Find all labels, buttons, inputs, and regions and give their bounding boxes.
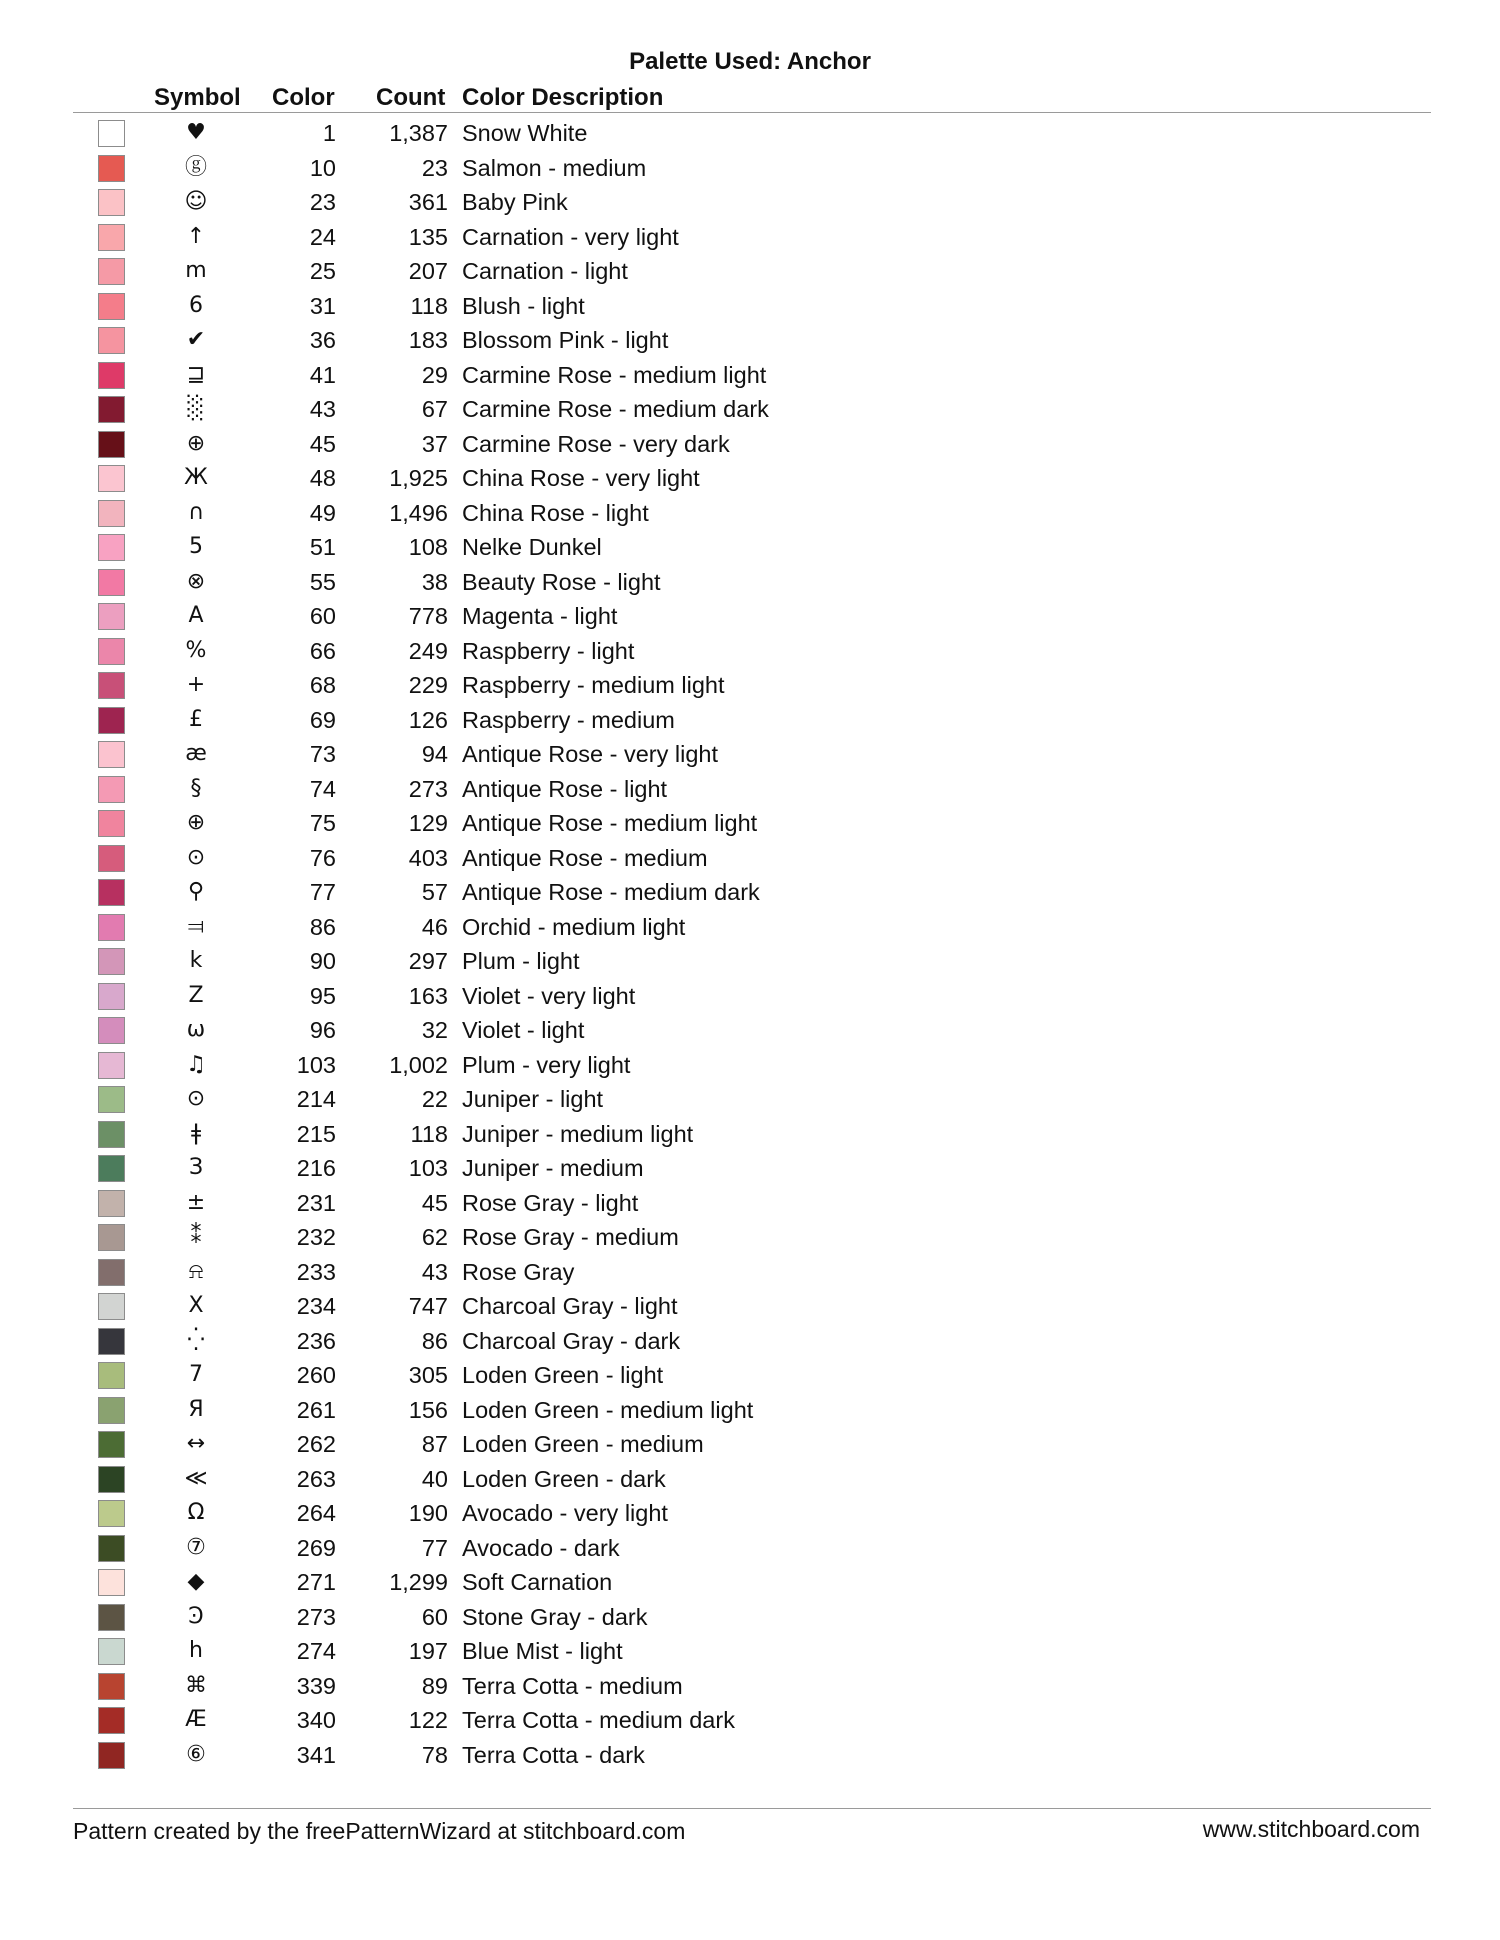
symbol-glyph: £ [189, 706, 203, 732]
color-swatch [98, 224, 125, 251]
table-row [0, 634, 1500, 669]
stitch-count: 40 [421, 1465, 448, 1492]
symbol-glyph: k [189, 948, 203, 973]
stitch-count: 60 [421, 1603, 448, 1630]
table-row [0, 289, 1500, 324]
color-swatch [98, 879, 125, 906]
color-description: Avocado - dark [462, 1534, 620, 1561]
color-swatch [98, 327, 125, 354]
color-swatch [98, 465, 125, 492]
color-description: Terra Cotta - medium dark [462, 1707, 735, 1733]
symbol-glyph: ⁛ [187, 1327, 205, 1353]
color-swatch [98, 983, 125, 1010]
stitch-count: 361 [408, 189, 448, 215]
stitch-count: 197 [408, 1638, 448, 1664]
count-column-header: Count [376, 84, 446, 111]
table-row [0, 668, 1500, 703]
color-description: Rose Gray - medium [462, 1224, 679, 1250]
table-row [0, 772, 1500, 807]
color-description: Terra Cotta - medium [462, 1672, 683, 1699]
color-swatch [98, 672, 125, 699]
color-number: 261 [296, 1396, 336, 1423]
color-swatch [98, 1086, 125, 1113]
color-number: 236 [296, 1327, 336, 1354]
color-number: 73 [309, 741, 336, 767]
color-swatch [98, 1017, 125, 1044]
color-swatch [98, 1224, 125, 1251]
color-swatch [98, 1121, 125, 1148]
color-number: 262 [296, 1431, 336, 1457]
table-row [0, 151, 1500, 186]
table-row [0, 565, 1500, 600]
color-swatch [98, 500, 125, 527]
table-row [0, 427, 1500, 462]
symbol-glyph: ⊙ [186, 844, 206, 870]
symbol-glyph: Ж [184, 465, 208, 490]
table-row [0, 1117, 1500, 1152]
symbol-glyph: Z [188, 982, 204, 1008]
symbol-glyph: ⓖ [184, 154, 207, 180]
color-swatch [98, 155, 125, 182]
stitch-count: 43 [421, 1258, 448, 1285]
symbol-glyph: 6 [189, 292, 203, 318]
stitch-count: 62 [421, 1224, 448, 1250]
color-number: 76 [309, 844, 336, 871]
stitch-count: 32 [421, 1017, 448, 1043]
color-swatch [98, 1707, 125, 1734]
color-swatch [98, 603, 125, 630]
table-row [0, 1082, 1500, 1117]
table-row [0, 1324, 1500, 1359]
table-row [0, 254, 1500, 289]
color-number: 214 [296, 1086, 336, 1112]
color-number: 74 [309, 775, 336, 802]
color-description: Loden Green - light [462, 1362, 664, 1388]
color-number: 269 [296, 1534, 336, 1561]
color-number: 41 [309, 361, 336, 388]
stitch-count: 183 [408, 327, 448, 353]
color-column-header: Color [272, 84, 335, 111]
color-description: Nelke Dunkel [462, 534, 602, 560]
symbol-glyph: ↑ [186, 223, 206, 249]
color-number: 68 [309, 672, 336, 698]
color-number: 49 [309, 499, 336, 526]
stitch-count: 778 [408, 603, 448, 629]
color-description: Antique Rose - medium [462, 844, 708, 871]
stitch-count: 129 [408, 810, 448, 836]
color-swatch [98, 1535, 125, 1562]
palette-table [0, 116, 1500, 1772]
color-swatch [98, 1362, 125, 1389]
color-number: 1 [322, 120, 336, 146]
color-description: Carmine Rose - very dark [462, 430, 730, 457]
color-description: Magenta - light [462, 603, 618, 629]
table-row [0, 1048, 1500, 1083]
color-description: Blush - light [462, 292, 585, 319]
table-row [0, 1565, 1500, 1600]
color-swatch [98, 948, 125, 975]
stitch-count: 1,002 [389, 1051, 448, 1078]
color-swatch [98, 1638, 125, 1665]
stitch-count: 29 [421, 361, 448, 388]
table-row [0, 1255, 1500, 1290]
stitch-count: 22 [421, 1086, 448, 1112]
table-row [0, 806, 1500, 841]
color-swatch [98, 776, 125, 803]
color-swatch [98, 707, 125, 734]
color-description: Loden Green - dark [462, 1465, 666, 1492]
table-row [0, 1600, 1500, 1635]
table-row [0, 703, 1500, 738]
symbol-glyph: З [188, 1155, 204, 1180]
color-number: 24 [309, 223, 336, 250]
color-description: Carnation - very light [462, 223, 679, 250]
color-description: Juniper - light [462, 1086, 604, 1112]
table-row [0, 737, 1500, 772]
color-swatch [98, 534, 125, 561]
table-row [0, 1669, 1500, 1704]
color-description: Raspberry - medium light [462, 672, 725, 698]
stitch-count: 229 [408, 672, 448, 698]
color-number: 48 [309, 465, 336, 491]
symbol-glyph: ☺ [184, 189, 208, 214]
color-number: 95 [309, 982, 336, 1009]
symbol-glyph: ⁑ [190, 1224, 202, 1249]
color-swatch [98, 120, 125, 147]
color-swatch [98, 1500, 125, 1527]
stitch-count: 273 [408, 775, 448, 802]
stitch-count: 57 [421, 879, 448, 905]
color-number: 86 [309, 913, 336, 940]
color-description: Baby Pink [462, 189, 568, 215]
table-row [0, 1496, 1500, 1531]
color-number: 45 [309, 430, 336, 457]
stitch-count: 126 [408, 706, 448, 733]
stitch-count: 86 [421, 1327, 448, 1354]
color-description: Orchid - medium light [462, 913, 686, 940]
symbol-glyph: ⊕ [186, 430, 206, 456]
color-swatch [98, 810, 125, 837]
stitch-count: 297 [408, 948, 448, 974]
table-row [0, 944, 1500, 979]
color-number: 216 [296, 1155, 336, 1181]
color-swatch [98, 431, 125, 458]
stitch-count: 305 [408, 1362, 448, 1388]
color-number: 60 [309, 603, 336, 629]
symbol-glyph: ⚲ [187, 879, 205, 904]
color-number: 264 [296, 1500, 336, 1526]
color-swatch [98, 1742, 125, 1769]
symbol-glyph: ⑦ [186, 1534, 206, 1560]
stitch-count: 190 [408, 1500, 448, 1526]
color-description: Carmine Rose - medium light [462, 361, 767, 388]
table-row [0, 496, 1500, 531]
table-row [0, 530, 1500, 565]
color-swatch [98, 914, 125, 941]
color-description: China Rose - very light [462, 465, 700, 491]
stitch-count: 37 [421, 430, 448, 457]
stitch-count: 38 [421, 568, 448, 595]
color-number: 341 [296, 1741, 336, 1768]
stitch-count: 118 [410, 292, 448, 319]
color-description: Rose Gray [462, 1258, 575, 1285]
color-swatch [98, 362, 125, 389]
symbol-glyph: X [188, 1293, 204, 1318]
color-description: China Rose - light [462, 499, 649, 526]
stitch-count: 156 [408, 1396, 448, 1423]
color-number: 215 [296, 1120, 336, 1147]
color-description: Raspberry - light [462, 637, 635, 664]
color-number: 69 [309, 706, 336, 733]
color-swatch [98, 1431, 125, 1458]
color-number: 231 [296, 1189, 336, 1216]
symbol-glyph: ⌘ [185, 1672, 207, 1698]
color-number: 66 [309, 637, 336, 664]
stitch-count: 45 [421, 1189, 448, 1216]
table-row [0, 1186, 1500, 1221]
table-row [0, 1427, 1500, 1462]
color-number: 339 [296, 1672, 336, 1699]
stitch-count: 67 [421, 396, 448, 422]
symbol-glyph: Я [188, 1396, 204, 1422]
stitch-count: 1,387 [389, 120, 448, 146]
symbol-glyph: Ͽ [188, 1603, 204, 1629]
table-row [0, 1531, 1500, 1566]
table-row [0, 323, 1500, 358]
table-row [0, 220, 1500, 255]
table-row [0, 1289, 1500, 1324]
footer-divider [73, 1808, 1431, 1809]
color-number: 96 [309, 1017, 336, 1043]
stitch-count: 89 [421, 1672, 448, 1699]
color-description: Blue Mist - light [462, 1638, 623, 1664]
symbol-glyph: ░ [187, 396, 205, 421]
table-row [0, 1703, 1500, 1738]
symbol-glyph: ↔ [186, 1431, 206, 1456]
table-row [0, 875, 1500, 910]
color-swatch [98, 1259, 125, 1286]
stitch-count: 1,925 [389, 465, 448, 491]
stitch-count: 163 [408, 982, 448, 1009]
table-row [0, 461, 1500, 496]
color-number: 77 [309, 879, 336, 905]
color-description: Carmine Rose - medium dark [462, 396, 769, 422]
color-number: 263 [296, 1465, 336, 1492]
stitch-count: 1,496 [389, 499, 448, 526]
color-swatch [98, 1466, 125, 1493]
color-description: Blossom Pink - light [462, 327, 669, 353]
color-description: Violet - very light [462, 982, 636, 1009]
symbol-glyph: % [185, 637, 207, 663]
stitch-count: 207 [408, 258, 448, 284]
symbol-glyph: A [188, 603, 204, 628]
symbol-glyph: ⍾ [188, 1258, 204, 1284]
symbol-glyph: m [185, 258, 207, 283]
stitch-count: 122 [408, 1707, 448, 1733]
color-description: Stone Gray - dark [462, 1603, 648, 1630]
table-row [0, 185, 1500, 220]
color-number: 233 [296, 1258, 336, 1285]
color-swatch [98, 396, 125, 423]
color-number: 51 [309, 534, 336, 560]
symbol-glyph: ◆ [187, 1569, 205, 1594]
table-row [0, 1013, 1500, 1048]
symbol-glyph: ⑥ [186, 1741, 206, 1767]
color-number: 23 [309, 189, 336, 215]
stitch-count: 747 [408, 1293, 448, 1319]
symbol-glyph: h [189, 1638, 203, 1663]
stitch-count: 108 [408, 534, 448, 560]
color-description: Soft Carnation [462, 1569, 613, 1595]
stitch-count: 23 [421, 154, 448, 181]
color-swatch [98, 1155, 125, 1182]
table-row [0, 1634, 1500, 1669]
color-description: Plum - light [462, 948, 580, 974]
color-swatch [98, 638, 125, 665]
color-description: Carnation - light [462, 258, 628, 284]
symbol-glyph: Ω [187, 1500, 205, 1525]
symbol-glyph: 5 [189, 534, 203, 559]
color-number: 232 [296, 1224, 336, 1250]
header-divider [73, 112, 1431, 113]
table-row [0, 1358, 1500, 1393]
symbol-column-header: Symbol [154, 84, 241, 111]
color-description: Loden Green - medium light [462, 1396, 754, 1423]
color-description: Loden Green - medium [462, 1431, 704, 1457]
symbol-glyph: 7 [189, 1362, 203, 1387]
color-description: Salmon - medium [462, 154, 647, 181]
color-description: Charcoal Gray - dark [462, 1327, 681, 1354]
table-row [0, 910, 1500, 945]
symbol-glyph: ∩ [187, 499, 205, 525]
color-description: Violet - light [462, 1017, 585, 1043]
color-swatch [98, 293, 125, 320]
color-swatch [98, 1604, 125, 1631]
stitch-count: 46 [421, 913, 448, 940]
color-description: Raspberry - medium [462, 706, 675, 733]
color-swatch [98, 1328, 125, 1355]
stitch-count: 78 [421, 1741, 448, 1768]
symbol-glyph: ≪ [184, 1465, 208, 1491]
color-description: Avocado - very light [462, 1500, 668, 1526]
symbol-glyph: ⊕ [186, 810, 206, 835]
color-description: Plum - very light [462, 1051, 631, 1078]
color-description: Beauty Rose - light [462, 568, 661, 595]
table-header [0, 80, 1500, 114]
color-number: 36 [309, 327, 336, 353]
symbol-glyph: ♫ [186, 1051, 206, 1077]
symbol-glyph: ω [186, 1017, 206, 1042]
symbol-glyph: ⊙ [186, 1086, 206, 1111]
symbol-glyph: ⫤ [187, 913, 205, 939]
symbol-glyph: ǂ [190, 1120, 202, 1146]
color-number: 55 [309, 568, 336, 595]
symbol-glyph: ± [186, 1189, 206, 1215]
color-number: 10 [309, 154, 336, 181]
symbol-glyph: ⊒ [186, 361, 206, 387]
color-swatch [98, 1673, 125, 1700]
color-number: 25 [309, 258, 336, 284]
color-description: Charcoal Gray - light [462, 1293, 678, 1319]
description-column-header: Color Description [462, 84, 664, 111]
color-swatch [98, 1397, 125, 1424]
color-description: Terra Cotta - dark [462, 1741, 645, 1768]
color-swatch [98, 1293, 125, 1320]
color-description: Juniper - medium [462, 1155, 644, 1181]
color-number: 31 [309, 292, 336, 319]
color-description: Snow White [462, 120, 588, 146]
table-row [0, 392, 1500, 427]
color-number: 340 [296, 1707, 336, 1733]
stitch-count: 118 [410, 1120, 448, 1147]
symbol-glyph: ♥ [186, 120, 206, 145]
color-number: 260 [296, 1362, 336, 1388]
footer-website: www.stitchboard.com [1202, 1816, 1420, 1842]
color-description: Antique Rose - medium light [462, 810, 758, 836]
color-number: 43 [309, 396, 336, 422]
color-swatch [98, 1569, 125, 1596]
symbol-glyph: ⊗ [186, 568, 206, 594]
color-swatch [98, 1052, 125, 1079]
color-description: Antique Rose - very light [462, 741, 719, 767]
color-swatch [98, 189, 125, 216]
color-number: 271 [296, 1569, 336, 1595]
color-swatch [98, 741, 125, 768]
symbol-glyph: æ [185, 741, 207, 766]
color-number: 273 [296, 1603, 336, 1630]
table-row [0, 599, 1500, 634]
table-row [0, 358, 1500, 393]
table-row [0, 979, 1500, 1014]
table-row [0, 1220, 1500, 1255]
symbol-glyph: § [190, 775, 202, 801]
table-row [0, 1738, 1500, 1773]
stitch-count: 135 [408, 223, 448, 250]
symbol-glyph: Æ [185, 1707, 207, 1732]
color-number: 234 [296, 1293, 336, 1319]
symbol-glyph: + [186, 672, 206, 697]
color-description: Juniper - medium light [462, 1120, 694, 1147]
symbol-glyph: ✔ [186, 327, 206, 352]
stitch-count: 403 [408, 844, 448, 871]
color-swatch [98, 258, 125, 285]
color-number: 274 [296, 1638, 336, 1664]
color-swatch [98, 845, 125, 872]
stitch-count: 103 [408, 1155, 448, 1181]
color-number: 103 [296, 1051, 336, 1078]
color-swatch [98, 1190, 125, 1217]
table-row [0, 1393, 1500, 1428]
color-description: Antique Rose - medium dark [462, 879, 760, 905]
stitch-count: 94 [421, 741, 448, 767]
table-row [0, 116, 1500, 151]
color-swatch [98, 569, 125, 596]
stitch-count: 249 [408, 637, 448, 664]
stitch-count: 77 [421, 1534, 448, 1561]
color-number: 75 [309, 810, 336, 836]
color-number: 90 [309, 948, 336, 974]
page-title: Palette Used: Anchor [629, 48, 871, 75]
color-description: Antique Rose - light [462, 775, 668, 802]
table-row [0, 1462, 1500, 1497]
table-row [0, 841, 1500, 876]
stitch-count: 1,299 [389, 1569, 448, 1595]
table-row [0, 1151, 1500, 1186]
stitch-count: 87 [421, 1431, 448, 1457]
color-description: Rose Gray - light [462, 1189, 639, 1216]
footer-credit: Pattern created by the freePatternWizard at stitchboard.com [73, 1818, 686, 1844]
